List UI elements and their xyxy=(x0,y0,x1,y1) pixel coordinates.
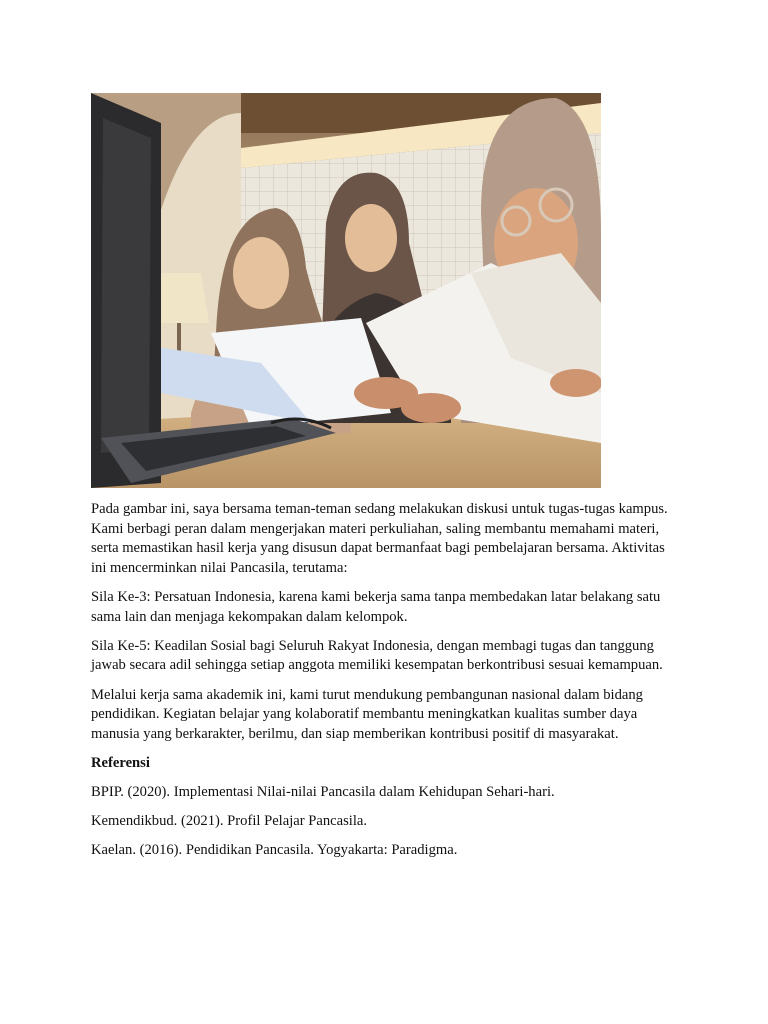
reference-item: Kaelan. (2016). Pendidikan Pancasila. Yogyakarta: Paradigma. xyxy=(91,842,458,859)
photo-students-discussion xyxy=(91,93,601,488)
paragraph-sila-3: Sila Ke-3: Persatuan Indonesia, karena kami bekerja sama tanpa membedakan latar belakang satu sama lain dan menjaga kekompakan dalam kelompok. xyxy=(91,588,661,625)
paragraph-conclusion: Melalui kerja sama akademik ini, kami turut mendukung pembangunan nasional dalam bidang pendidikan. Kegiatan belajar yang kolaboratif membantu meningkatkan kualitas sumber daya manusia yang berkarakter, berilmu, dan siap memberikan kontribusi positif di masyarakat. xyxy=(91,686,643,742)
paragraph-intro: Pada gambar ini, saya bersama teman-teman sedang melakukan diskusi untuk tugas-tugas kampus. Kami berbagi peran dalam mengerjakan materi perkuliahan, saling membantu memahami materi, serta memastikan hasil kerja yang disusun dapat bermanfaat bagi pembelajaran bersama. Aktivitas ini mencerminkan nilai Pancasila, terutama: xyxy=(91,501,668,576)
body-text xyxy=(91,500,681,871)
reference-item: BPIP. (2020). Implementasi Nilai-nilai Pancasila dalam Kehidupan Sehari-hari. xyxy=(91,784,555,801)
reference-item: Kemendikbud. (2021). Profil Pelajar Pancasila. xyxy=(91,813,367,830)
references-heading: Referensi xyxy=(91,754,150,771)
paragraph-sila-5: Sila Ke-5: Keadilan Sosial bagi Seluruh Rakyat Indonesia, dengan membagi tugas dan tanggung jawab secara adil sehingga setiap anggota memiliki kesempatan berkontribusi sesuai kemampuan. xyxy=(91,637,663,674)
